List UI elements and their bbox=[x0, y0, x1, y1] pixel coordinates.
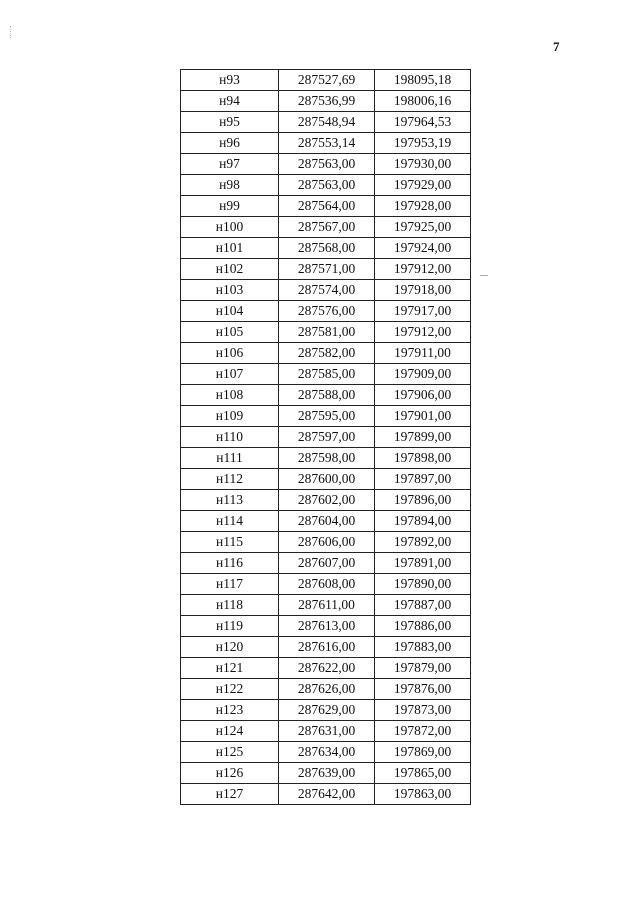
point-id-cell: н110 bbox=[181, 427, 279, 448]
y-coordinate-cell: 198095,18 bbox=[375, 70, 471, 91]
x-coordinate-cell: 287611,00 bbox=[279, 595, 375, 616]
table-row bbox=[181, 70, 471, 91]
x-coordinate-cell: 287553,14 bbox=[279, 133, 375, 154]
x-coordinate-cell: 287629,00 bbox=[279, 700, 375, 721]
table-row bbox=[181, 364, 471, 385]
x-coordinate-cell: 287574,00 bbox=[279, 280, 375, 301]
x-coordinate-cell: 287608,00 bbox=[279, 574, 375, 595]
table-row bbox=[181, 637, 471, 658]
x-coordinate-cell: 287604,00 bbox=[279, 511, 375, 532]
table-row bbox=[181, 679, 471, 700]
y-coordinate-cell: 197918,00 bbox=[375, 280, 471, 301]
x-coordinate-cell: 287634,00 bbox=[279, 742, 375, 763]
table-row bbox=[181, 280, 471, 301]
point-id-cell: н123 bbox=[181, 700, 279, 721]
x-coordinate-cell: 287567,00 bbox=[279, 217, 375, 238]
x-coordinate-cell: 287622,00 bbox=[279, 658, 375, 679]
x-coordinate-cell: 287606,00 bbox=[279, 532, 375, 553]
point-id-cell: н98 bbox=[181, 175, 279, 196]
x-coordinate-cell: 287548,94 bbox=[279, 112, 375, 133]
point-id-cell: н119 bbox=[181, 616, 279, 637]
y-coordinate-cell: 198006,16 bbox=[375, 91, 471, 112]
table-row bbox=[181, 448, 471, 469]
table-row bbox=[181, 700, 471, 721]
point-id-cell: н95 bbox=[181, 112, 279, 133]
x-coordinate-cell: 287536,99 bbox=[279, 91, 375, 112]
table-row bbox=[181, 574, 471, 595]
table-row bbox=[181, 616, 471, 637]
point-id-cell: н122 bbox=[181, 679, 279, 700]
coordinates-table bbox=[180, 69, 471, 805]
y-coordinate-cell: 197873,00 bbox=[375, 700, 471, 721]
y-coordinate-cell: 197912,00 bbox=[375, 322, 471, 343]
point-id-cell: н124 bbox=[181, 721, 279, 742]
scan-artifact-dash bbox=[480, 275, 488, 276]
y-coordinate-cell: 197872,00 bbox=[375, 721, 471, 742]
y-coordinate-cell: 197865,00 bbox=[375, 763, 471, 784]
point-id-cell: н109 bbox=[181, 406, 279, 427]
y-coordinate-cell: 197891,00 bbox=[375, 553, 471, 574]
table-row bbox=[181, 112, 471, 133]
x-coordinate-cell: 287588,00 bbox=[279, 385, 375, 406]
y-coordinate-cell: 197898,00 bbox=[375, 448, 471, 469]
table-row bbox=[181, 427, 471, 448]
table-row bbox=[181, 763, 471, 784]
point-id-cell: н112 bbox=[181, 469, 279, 490]
table-row bbox=[181, 91, 471, 112]
point-id-cell: н108 bbox=[181, 385, 279, 406]
x-coordinate-cell: 287582,00 bbox=[279, 343, 375, 364]
point-id-cell: н102 bbox=[181, 259, 279, 280]
y-coordinate-cell: 197869,00 bbox=[375, 742, 471, 763]
y-coordinate-cell: 197964,53 bbox=[375, 112, 471, 133]
point-id-cell: н111 bbox=[181, 448, 279, 469]
y-coordinate-cell: 197901,00 bbox=[375, 406, 471, 427]
x-coordinate-cell: 287639,00 bbox=[279, 763, 375, 784]
table-row bbox=[181, 343, 471, 364]
point-id-cell: н121 bbox=[181, 658, 279, 679]
y-coordinate-cell: 197925,00 bbox=[375, 217, 471, 238]
y-coordinate-cell: 197917,00 bbox=[375, 301, 471, 322]
table-row bbox=[181, 490, 471, 511]
table-row bbox=[181, 133, 471, 154]
y-coordinate-cell: 197894,00 bbox=[375, 511, 471, 532]
y-coordinate-cell: 197929,00 bbox=[375, 175, 471, 196]
point-id-cell: н126 bbox=[181, 763, 279, 784]
table-row bbox=[181, 784, 471, 805]
x-coordinate-cell: 287600,00 bbox=[279, 469, 375, 490]
y-coordinate-cell: 197924,00 bbox=[375, 238, 471, 259]
point-id-cell: н105 bbox=[181, 322, 279, 343]
table-row bbox=[181, 385, 471, 406]
y-coordinate-cell: 197909,00 bbox=[375, 364, 471, 385]
point-id-cell: н115 bbox=[181, 532, 279, 553]
x-coordinate-cell: 287626,00 bbox=[279, 679, 375, 700]
x-coordinate-cell: 287595,00 bbox=[279, 406, 375, 427]
table-row bbox=[181, 721, 471, 742]
page-number: 7 bbox=[553, 39, 560, 54]
y-coordinate-cell: 197887,00 bbox=[375, 595, 471, 616]
point-id-cell: н106 bbox=[181, 343, 279, 364]
point-id-cell: н103 bbox=[181, 280, 279, 301]
y-coordinate-cell: 197863,00 bbox=[375, 784, 471, 805]
x-coordinate-cell: 287581,00 bbox=[279, 322, 375, 343]
point-id-cell: н99 bbox=[181, 196, 279, 217]
y-coordinate-cell: 197892,00 bbox=[375, 532, 471, 553]
x-coordinate-cell: 287585,00 bbox=[279, 364, 375, 385]
table-row bbox=[181, 259, 471, 280]
table-row bbox=[181, 322, 471, 343]
point-id-cell: н100 bbox=[181, 217, 279, 238]
point-id-cell: н116 bbox=[181, 553, 279, 574]
scan-artifact-mark bbox=[10, 26, 12, 38]
point-id-cell: н107 bbox=[181, 364, 279, 385]
y-coordinate-cell: 197890,00 bbox=[375, 574, 471, 595]
x-coordinate-cell: 287607,00 bbox=[279, 553, 375, 574]
x-coordinate-cell: 287527,69 bbox=[279, 70, 375, 91]
y-coordinate-cell: 197897,00 bbox=[375, 469, 471, 490]
x-coordinate-cell: 287568,00 bbox=[279, 238, 375, 259]
point-id-cell: н113 bbox=[181, 490, 279, 511]
point-id-cell: н96 bbox=[181, 133, 279, 154]
point-id-cell: н120 bbox=[181, 637, 279, 658]
point-id-cell: н125 bbox=[181, 742, 279, 763]
x-coordinate-cell: 287631,00 bbox=[279, 721, 375, 742]
y-coordinate-cell: 197911,00 bbox=[375, 343, 471, 364]
table-row bbox=[181, 511, 471, 532]
x-coordinate-cell: 287563,00 bbox=[279, 154, 375, 175]
point-id-cell: н101 bbox=[181, 238, 279, 259]
table-row bbox=[181, 595, 471, 616]
point-id-cell: н117 bbox=[181, 574, 279, 595]
x-coordinate-cell: 287616,00 bbox=[279, 637, 375, 658]
x-coordinate-cell: 287563,00 bbox=[279, 175, 375, 196]
y-coordinate-cell: 197899,00 bbox=[375, 427, 471, 448]
point-id-cell: н118 bbox=[181, 595, 279, 616]
point-id-cell: н114 bbox=[181, 511, 279, 532]
y-coordinate-cell: 197906,00 bbox=[375, 385, 471, 406]
coordinates-table-body bbox=[181, 70, 471, 805]
table-row bbox=[181, 532, 471, 553]
table-row bbox=[181, 301, 471, 322]
point-id-cell: н97 bbox=[181, 154, 279, 175]
x-coordinate-cell: 287602,00 bbox=[279, 490, 375, 511]
y-coordinate-cell: 197928,00 bbox=[375, 196, 471, 217]
y-coordinate-cell: 197886,00 bbox=[375, 616, 471, 637]
point-id-cell: н93 bbox=[181, 70, 279, 91]
table-row bbox=[181, 406, 471, 427]
y-coordinate-cell: 197930,00 bbox=[375, 154, 471, 175]
y-coordinate-cell: 197912,00 bbox=[375, 259, 471, 280]
table-row bbox=[181, 742, 471, 763]
y-coordinate-cell: 197883,00 bbox=[375, 637, 471, 658]
y-coordinate-cell: 197953,19 bbox=[375, 133, 471, 154]
y-coordinate-cell: 197876,00 bbox=[375, 679, 471, 700]
table-row bbox=[181, 553, 471, 574]
x-coordinate-cell: 287642,00 bbox=[279, 784, 375, 805]
x-coordinate-cell: 287597,00 bbox=[279, 427, 375, 448]
table-row bbox=[181, 658, 471, 679]
y-coordinate-cell: 197879,00 bbox=[375, 658, 471, 679]
table-row bbox=[181, 175, 471, 196]
x-coordinate-cell: 287564,00 bbox=[279, 196, 375, 217]
table-row bbox=[181, 196, 471, 217]
x-coordinate-cell: 287571,00 bbox=[279, 259, 375, 280]
table-row bbox=[181, 469, 471, 490]
point-id-cell: н104 bbox=[181, 301, 279, 322]
table-row bbox=[181, 238, 471, 259]
y-coordinate-cell: 197896,00 bbox=[375, 490, 471, 511]
table-row bbox=[181, 154, 471, 175]
x-coordinate-cell: 287613,00 bbox=[279, 616, 375, 637]
table-row bbox=[181, 217, 471, 238]
x-coordinate-cell: 287598,00 bbox=[279, 448, 375, 469]
point-id-cell: н127 bbox=[181, 784, 279, 805]
x-coordinate-cell: 287576,00 bbox=[279, 301, 375, 322]
point-id-cell: н94 bbox=[181, 91, 279, 112]
